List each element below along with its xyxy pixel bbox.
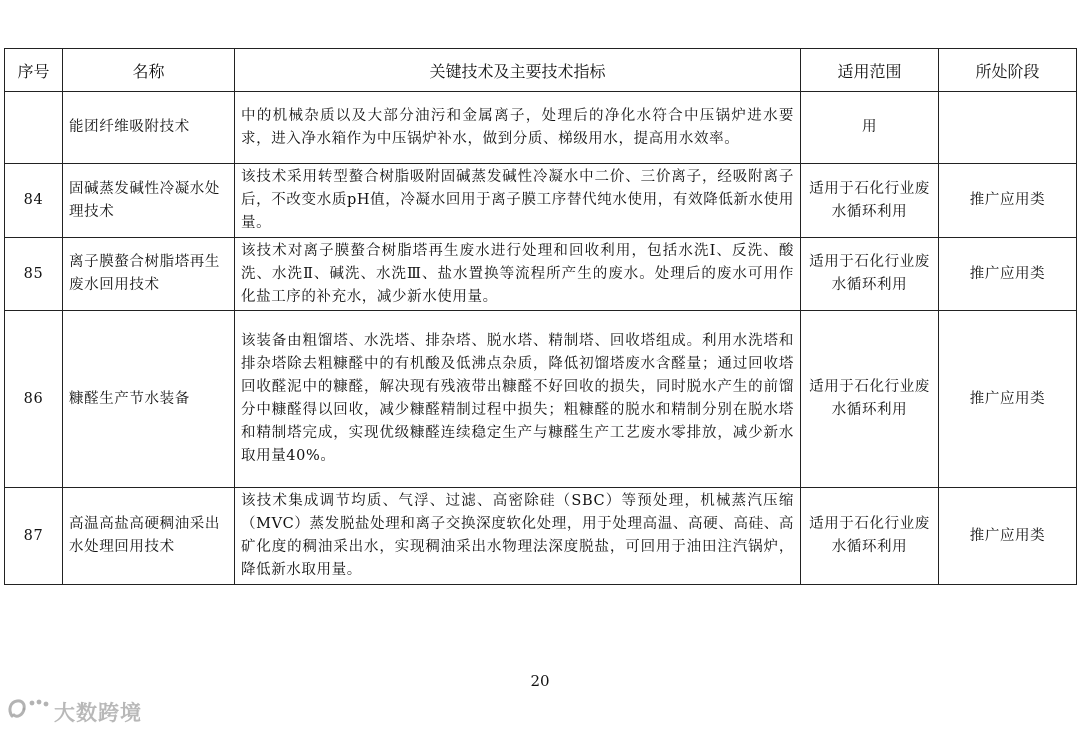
row-name: 能团纤维吸附技术 [63, 92, 235, 164]
row-desc: 该技术对离子膜螯合树脂塔再生废水进行处理和回收利用，包括水洗Ⅰ、反洗、酸洗、水洗Ⅱ、碱洗、水洗Ⅲ、盐水置换等流程所产生的废水。处理后的废水可用作化盐工序的补充水，减少新水使用量。 [235, 238, 801, 311]
header-scope: 适用范围 [801, 49, 939, 92]
row-scope: 用 [801, 92, 939, 164]
header-desc: 关键技术及主要技术指标 [235, 49, 801, 92]
technology-table [4, 48, 1077, 585]
row-desc: 该技术采用转型螯合树脂吸附固碱蒸发碱性冷凝水中二价、三价离子，经吸附离子后，不改变水质pH值，冷凝水回用于离子膜工序替代纯水使用，有效降低新水使用量。 [235, 164, 801, 238]
header-no: 序号 [5, 49, 63, 92]
row-name: 高温高盐高硬稠油采出水处理回用技术 [63, 488, 235, 585]
row-stage: 推广应用类 [939, 311, 1077, 488]
row-desc: 该技术集成调节均质、气浮、过滤、高密除硅（SBC）等预处理，机械蒸汽压缩（MVC）蒸发脱盐处理和离子交换深度软化处理，用于处理高温、高硬、高硅、高矿化度的稠油采出水，实现稠油采出水物理法深度脱盐，可回用于油田注汽锅炉，降低新水取用量。 [235, 488, 801, 585]
row-scope: 适用于石化行业废水循环利用 [801, 311, 939, 488]
row-scope: 适用于石化行业废水循环利用 [801, 164, 939, 238]
header-name: 名称 [63, 49, 235, 92]
row-stage: 推广应用类 [939, 238, 1077, 311]
row-stage [939, 92, 1077, 164]
row-no: 87 [5, 488, 63, 585]
watermark-text: 大数跨境 [54, 700, 142, 725]
row-desc: 中的机械杂质以及大部分油污和金属离子，处理后的净化水符合中压锅炉进水要求，进入净水箱作为中压锅炉补水，做到分质、梯级用水，提高用水效率。 [235, 92, 801, 164]
row-stage: 推广应用类 [939, 164, 1077, 238]
page-number: 20 [530, 672, 550, 690]
row-scope: 适用于石化行业废水循环利用 [801, 488, 939, 585]
table-row [5, 238, 1077, 311]
table-header-row [5, 49, 1077, 92]
logo-icon [6, 696, 54, 727]
row-name: 离子膜螯合树脂塔再生废水回用技术 [63, 238, 235, 311]
row-no: 84 [5, 164, 63, 238]
row-scope: 适用于石化行业废水循环利用 [801, 238, 939, 311]
row-stage: 推广应用类 [939, 488, 1077, 585]
row-no: 86 [5, 311, 63, 488]
row-no [5, 92, 63, 164]
row-desc: 该装备由粗馏塔、水洗塔、排杂塔、脱水塔、精制塔、回收塔组成。利用水洗塔和排杂塔除去粗糠醛中的有机酸及低沸点杂质，降低初馏塔废水含醛量；通过回收塔回收醛泥中的糠醛，解决现有残液带出糠醛不好回收的损失，同时脱水产生的前馏分中糠醛得以回收，减少糠醛精制过程中损失；粗糠醛的脱水和精制分别在脱水塔和精制塔完成，实现优级糠醛连续稳定生产与糠醛生产工艺废水零排放，减少新水取用量40%。 [235, 311, 801, 488]
header-stage: 所处阶段 [939, 49, 1077, 92]
row-name: 固碱蒸发碱性冷凝水处理技术 [63, 164, 235, 238]
table-row [5, 92, 1077, 164]
table-row [5, 311, 1077, 488]
table-row [5, 164, 1077, 238]
row-name: 糠醛生产节水装备 [63, 311, 235, 488]
row-no: 85 [5, 238, 63, 311]
table-row [5, 488, 1077, 585]
watermark [6, 696, 142, 727]
